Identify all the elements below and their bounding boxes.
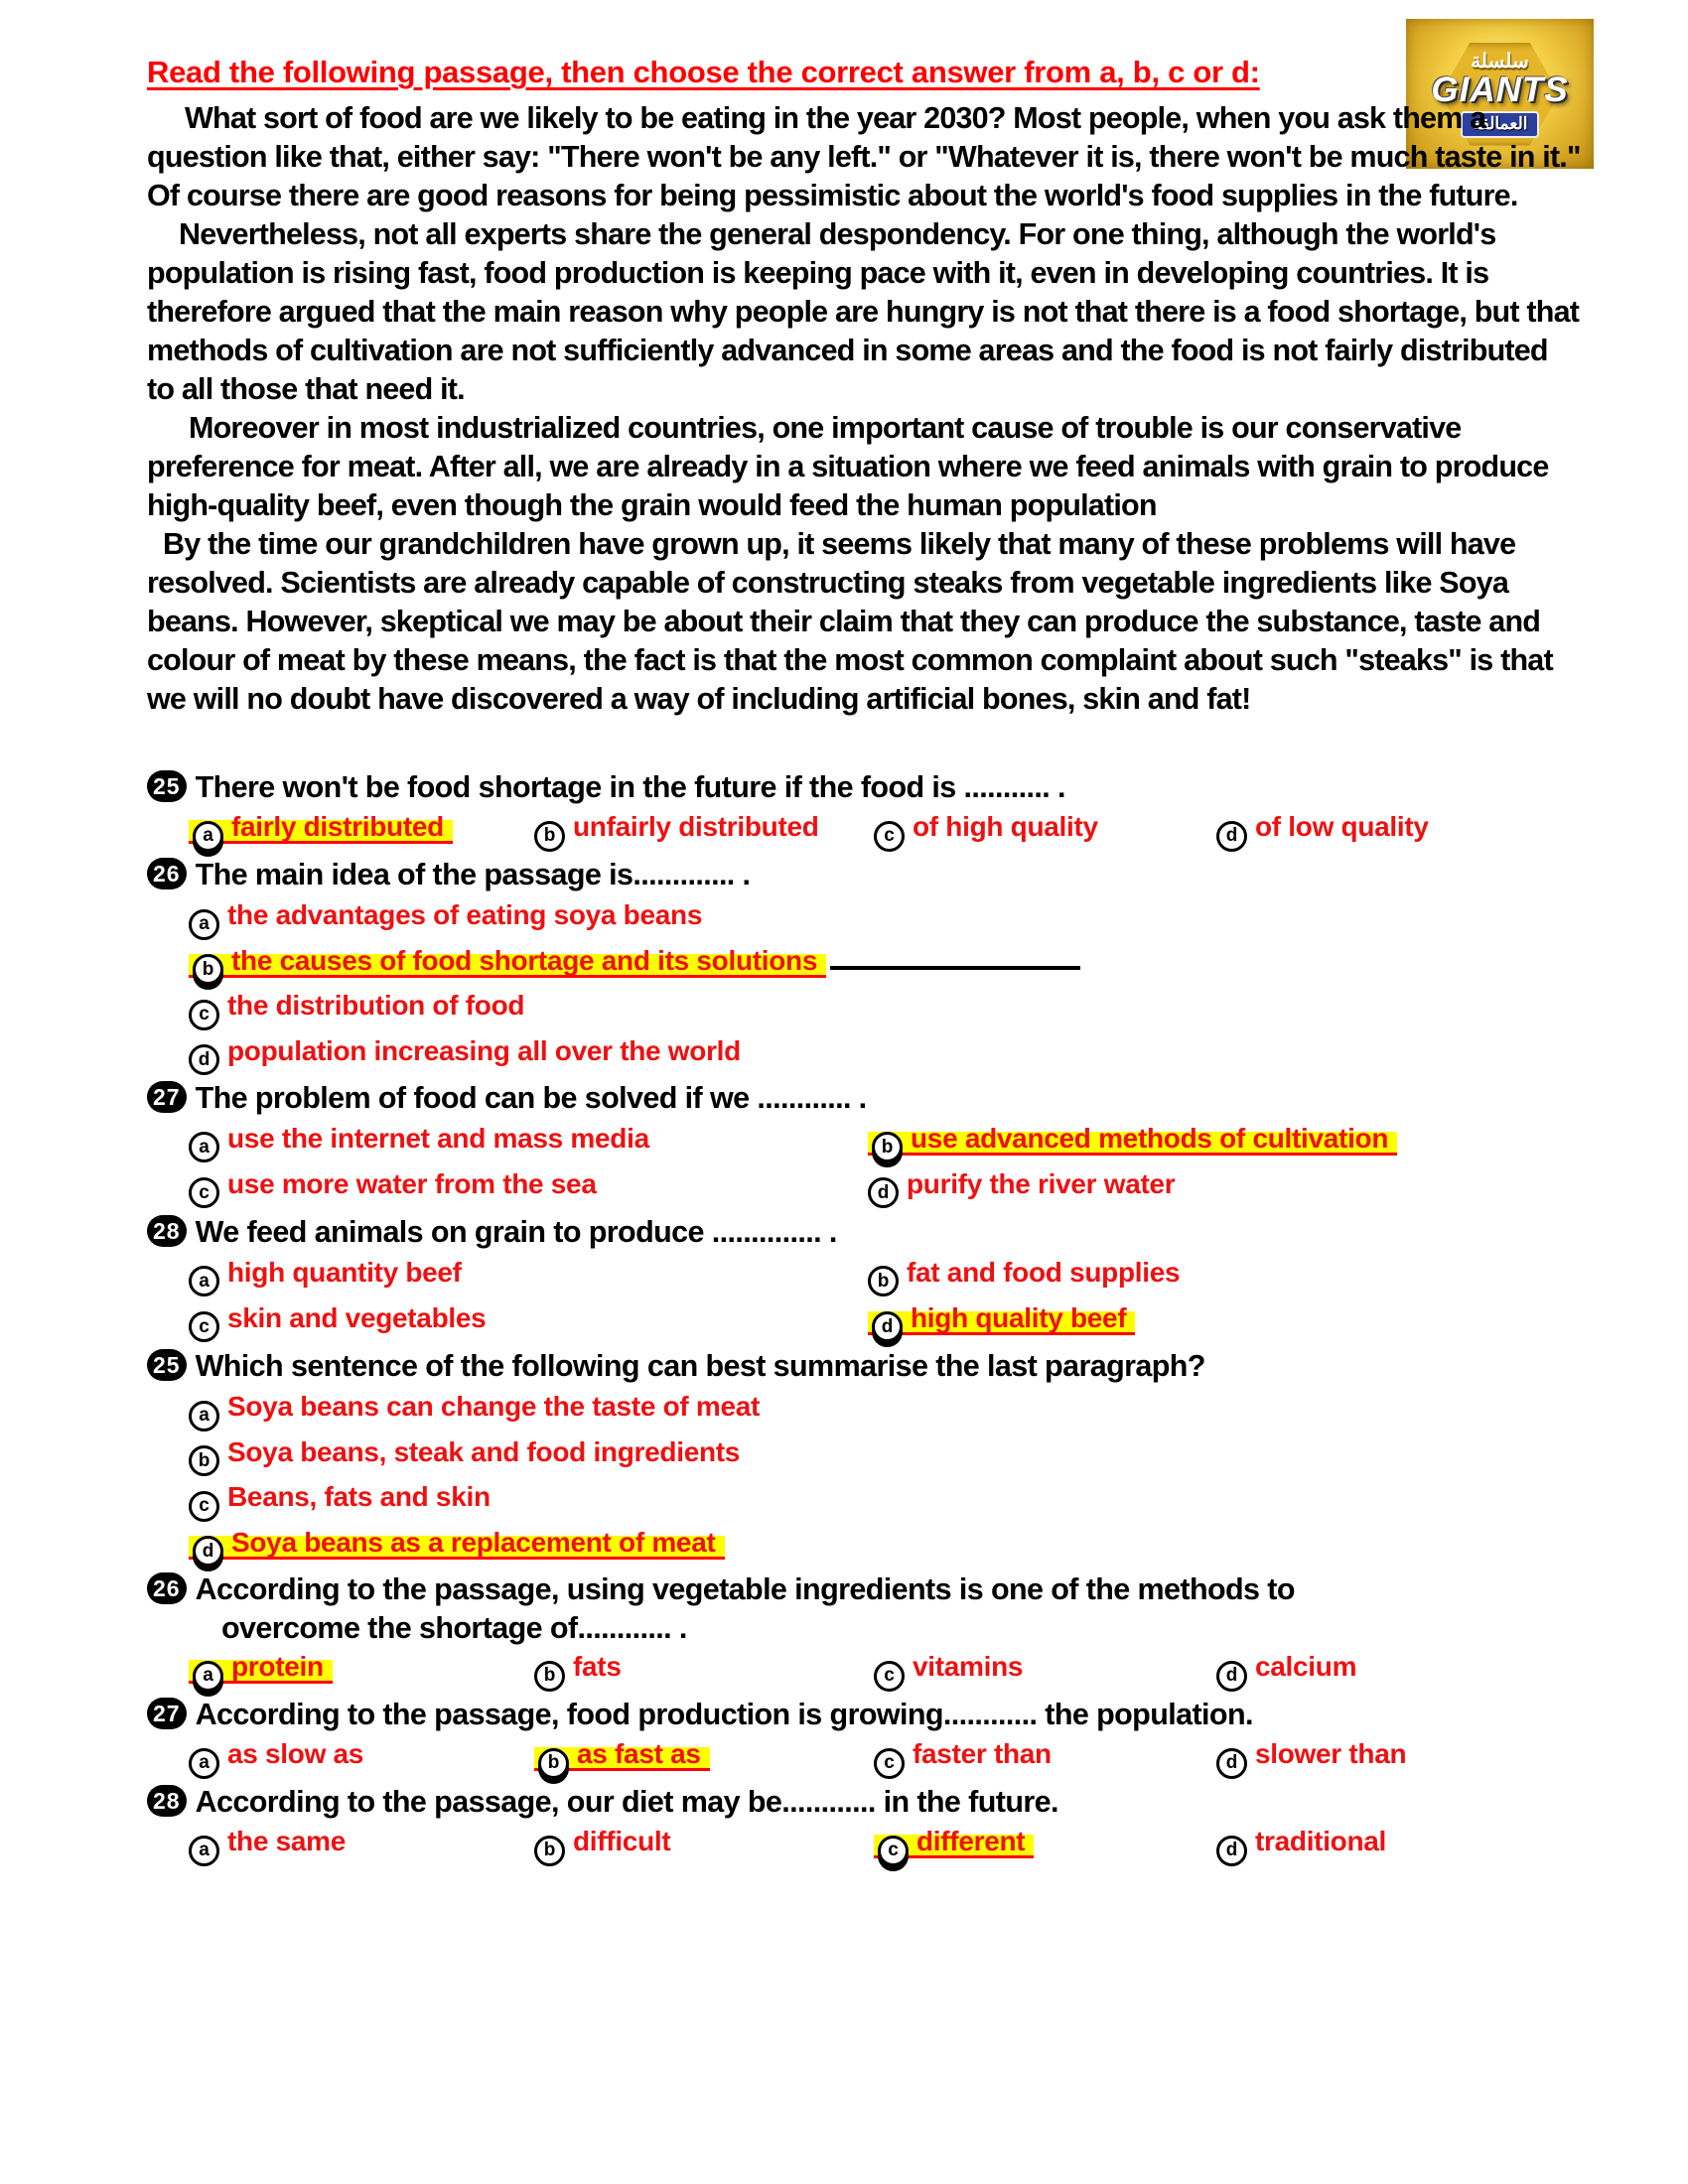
question-text: The main idea of the passage is............. . xyxy=(195,858,751,891)
options-row xyxy=(189,807,1582,852)
option-a xyxy=(189,807,534,852)
question-number: 27 xyxy=(147,1698,187,1729)
options-row xyxy=(189,1118,1582,1163)
option-text: use more water from the sea xyxy=(227,1168,597,1199)
option-letter: b xyxy=(189,1445,219,1476)
option-text: fairly distributed xyxy=(231,811,444,842)
option-letter: c xyxy=(874,1748,905,1779)
option-text: skin and vegetables xyxy=(227,1302,487,1333)
option-text: the causes of food shortage and its solutions xyxy=(231,944,818,976)
option-text: use the internet and mass media xyxy=(227,1123,649,1154)
option-c xyxy=(874,1734,1216,1779)
option-a xyxy=(189,1822,534,1866)
option-letter: d xyxy=(189,1044,219,1075)
option-c xyxy=(874,807,1216,852)
question-number: 25 xyxy=(147,770,187,802)
question-28b xyxy=(147,1783,1582,1866)
option-text: the advantages of eating soya beans xyxy=(227,899,703,930)
options-row xyxy=(189,1163,1582,1209)
option-c xyxy=(189,988,1582,1030)
option-text: different xyxy=(916,1826,1026,1856)
option-text: population increasing all over the world xyxy=(227,1034,741,1066)
question-number: 26 xyxy=(147,1572,187,1604)
option-letter: b xyxy=(872,1132,903,1162)
option-c xyxy=(189,1297,868,1343)
option-text: high quality beef xyxy=(911,1302,1127,1333)
option-letter: a xyxy=(189,1836,219,1866)
options-row xyxy=(189,1734,1582,1779)
logo-giants-text: GIANTS xyxy=(1431,69,1569,109)
option-letter: c xyxy=(874,1661,905,1692)
option-letter: d xyxy=(193,1536,223,1567)
question-text: According to the passage, our diet may be............ in the future. xyxy=(195,1785,1058,1819)
options-row xyxy=(189,1822,1582,1866)
option-a xyxy=(189,1647,534,1692)
option-text: difficult xyxy=(573,1826,671,1856)
option-b xyxy=(534,807,874,852)
option-c xyxy=(874,1822,1216,1866)
passage-paragraph-1: What sort of food are we likely to be eating in the year 2030? Most people, when you ask them a question like that, either say: "There won't be any left." or "Whatever it is, there won't be much taste in it." Of course there are good reasons for being pessimistic about the world's food supplies in the future. xyxy=(147,101,1581,212)
option-a xyxy=(189,897,1582,940)
option-text: vitamins xyxy=(913,1651,1024,1682)
option-a xyxy=(189,1734,534,1779)
option-letter: d xyxy=(1216,1748,1247,1779)
option-letter: d xyxy=(868,1177,899,1208)
option-b xyxy=(868,1252,1180,1297)
question-28a xyxy=(147,1213,1582,1343)
option-letter: a xyxy=(189,1401,219,1432)
question-text: The problem of food can be solved if we ............ . xyxy=(195,1081,867,1115)
question-number: 28 xyxy=(147,1785,187,1817)
page-title: Read the following passage, then choose the correct answer from a, b, c or d: xyxy=(147,55,1260,89)
option-text: calcium xyxy=(1255,1651,1357,1682)
option-b xyxy=(534,1734,874,1779)
option-text: unfairly distributed xyxy=(573,811,819,842)
question-text: There won't be food shortage in the future if the food is ........... . xyxy=(195,770,1065,804)
option-a xyxy=(189,1252,868,1297)
answer-blank-line xyxy=(830,944,1080,970)
question-text-line2: overcome the shortage of............ . xyxy=(221,1611,687,1645)
question-text: According to the passage, food production is growing............ the population. xyxy=(195,1698,1253,1731)
question-27b xyxy=(147,1696,1582,1779)
options-stack xyxy=(189,897,1582,1075)
option-letter: c xyxy=(189,1311,219,1342)
question-26a xyxy=(147,856,1582,1075)
option-text: as slow as xyxy=(227,1738,364,1769)
option-b xyxy=(189,1434,1582,1477)
option-letter: b xyxy=(868,1266,899,1297)
option-letter: a xyxy=(189,1266,219,1297)
option-letter: d xyxy=(1216,1836,1247,1866)
option-letter: c xyxy=(189,1491,219,1522)
option-text: the same xyxy=(227,1826,346,1856)
option-letter: d xyxy=(1216,821,1247,852)
option-text: Soya beans as a replacement of meat xyxy=(231,1526,716,1558)
option-text: fat and food supplies xyxy=(907,1257,1181,1288)
option-letter: b xyxy=(534,821,565,852)
option-d xyxy=(189,1033,1582,1076)
option-d xyxy=(1216,1647,1356,1692)
question-number: 25 xyxy=(147,1349,187,1381)
option-letter: a xyxy=(189,909,219,940)
option-c xyxy=(874,1647,1216,1692)
question-number: 27 xyxy=(147,1081,187,1113)
option-text: Soya beans, steak and food ingredients xyxy=(227,1435,741,1467)
passage-paragraph-3: Moreover in most industrialized countries, one important cause of trouble is our conservative preference for meat. After all, we are already in a situation where we feed animals with grain to produce high-quality beef, even though the grain would feed the human population xyxy=(147,411,1549,522)
question-25b xyxy=(147,1347,1582,1567)
question-number: 28 xyxy=(147,1215,187,1247)
option-letter: a xyxy=(189,1132,219,1162)
option-letter: b xyxy=(538,1748,569,1779)
passage-paragraph-2: Nevertheless, not all experts share the general despondency. For one thing, although the world's population is rising fast, food production is keeping pace with it, even in developing countries. It is therefore argued that the main reason why people are hungry is not that there is a food shortage, but that methods of cultivation are not sufficiently advanced in some areas and the food is not fairly distributed to all those that need it. xyxy=(147,217,1580,406)
option-text: the distribution of food xyxy=(227,990,525,1021)
option-text: Beans, fats and skin xyxy=(227,1481,491,1512)
option-letter: a xyxy=(189,1748,219,1779)
option-d xyxy=(868,1297,1135,1343)
option-text: slower than xyxy=(1255,1738,1407,1769)
option-text: purify the river water xyxy=(907,1168,1176,1199)
option-text: Soya beans can change the taste of meat xyxy=(227,1391,761,1422)
question-27a xyxy=(147,1079,1582,1209)
option-text: protein xyxy=(231,1651,324,1682)
option-b xyxy=(534,1822,874,1866)
option-letter: c xyxy=(874,821,905,852)
option-letter: b xyxy=(193,954,223,985)
options-row xyxy=(189,1297,1582,1343)
options-row xyxy=(189,1647,1582,1692)
option-letter: b xyxy=(534,1836,565,1866)
option-a xyxy=(189,1389,1582,1432)
option-text: use advanced methods of cultivation xyxy=(911,1123,1389,1154)
question-26b xyxy=(147,1570,1582,1692)
option-d xyxy=(1216,1822,1386,1866)
option-a xyxy=(189,1118,868,1163)
option-letter: a xyxy=(193,821,223,852)
option-text: traditional xyxy=(1255,1826,1387,1856)
option-letter: c xyxy=(189,1177,219,1208)
option-text: fats xyxy=(573,1651,622,1682)
question-number: 26 xyxy=(147,858,187,889)
option-letter: c xyxy=(189,1000,219,1030)
option-d xyxy=(868,1163,1175,1209)
option-letter: d xyxy=(872,1311,903,1342)
option-c xyxy=(189,1163,868,1209)
option-letter: a xyxy=(193,1661,223,1692)
question-text: We feed animals on grain to produce .............. . xyxy=(195,1215,837,1249)
option-d xyxy=(1216,1734,1406,1779)
option-letter: c xyxy=(878,1836,909,1866)
option-d xyxy=(1216,807,1429,852)
logo-arabic-top-text: سلسلة xyxy=(1471,50,1529,72)
question-text: Which sentence of the following can best summarise the last paragraph? xyxy=(195,1349,1205,1383)
option-text: of low quality xyxy=(1255,811,1429,842)
option-text: of high quality xyxy=(913,811,1098,842)
option-letter: b xyxy=(534,1661,565,1692)
passage-paragraph-4: By the time our grandchildren have grown up, it seems likely that many of these problems will have resolved. Scientists are already capable of constructing steaks from vegetable ingredients like Soya beans. However, skeptical we may be about their claim that they can produce the substance, taste and colour of meat by these means, the fact is that the most common complaint about such "steaks" is that we will no doubt have discovered a way of including artificial bones, skin and fat! xyxy=(147,527,1553,716)
options-row xyxy=(189,1252,1582,1297)
option-c xyxy=(189,1479,1582,1522)
option-d xyxy=(189,1525,1582,1568)
option-b xyxy=(189,943,1582,986)
questions-section xyxy=(147,768,1582,1866)
option-text: faster than xyxy=(913,1738,1052,1769)
options-stack xyxy=(189,1389,1582,1567)
option-b xyxy=(868,1118,1397,1163)
option-text: high quantity beef xyxy=(227,1257,462,1288)
logo-arabic-bottom-text: العمالقة xyxy=(1461,111,1538,138)
reading-passage xyxy=(147,99,1582,719)
worksheet-content xyxy=(147,55,1582,1870)
question-text: According to the passage, using vegetable ingredients is one of the methods to xyxy=(195,1572,1295,1606)
option-text: as fast as xyxy=(577,1738,701,1769)
question-25a xyxy=(147,768,1582,852)
option-b xyxy=(534,1647,874,1692)
option-letter: d xyxy=(1216,1661,1247,1692)
